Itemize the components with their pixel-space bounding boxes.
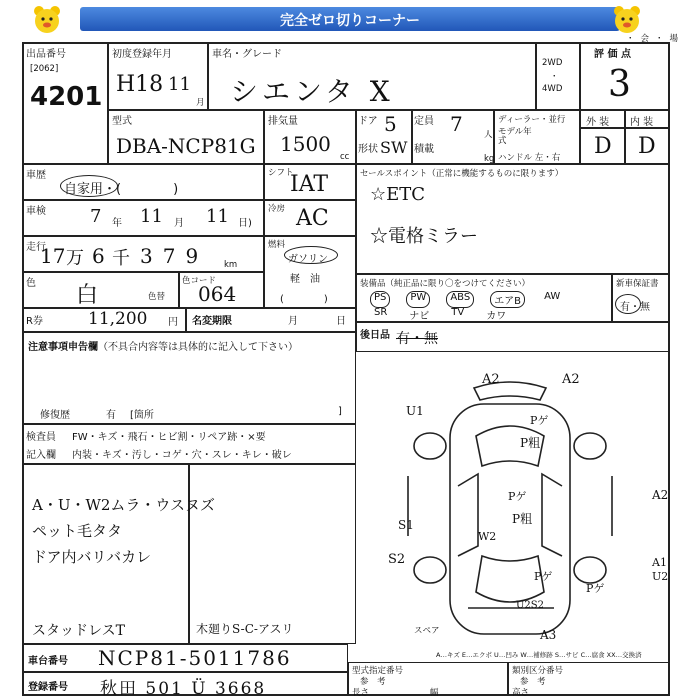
lot-label: 出品番号 bbox=[26, 49, 66, 60]
fuel-diesel: 軽 油 bbox=[290, 274, 320, 285]
equip-abs: ABS bbox=[446, 291, 474, 308]
displacement-label: 排気量 bbox=[268, 116, 298, 127]
car-type-label: 車歴 bbox=[26, 170, 46, 181]
mark-pge2: Pゲ bbox=[508, 490, 527, 503]
model-value: DBA-NCP81G bbox=[116, 134, 256, 158]
repair-label: 修復歴 bbox=[40, 410, 70, 421]
shift-value: IAT bbox=[290, 172, 329, 197]
mark-u2: U2 bbox=[652, 570, 669, 583]
dealer-label: ディーラー・並行 bbox=[498, 115, 566, 125]
drive-dot: ・ bbox=[550, 72, 559, 82]
notes-title: 注意事項申告欄 bbox=[28, 342, 98, 353]
aircon-value: AC bbox=[296, 206, 329, 231]
note-line-2: ペット毛タタ bbox=[32, 522, 123, 540]
registration-label: 登録番号 bbox=[28, 682, 68, 693]
warranty-label: 新車保証書 bbox=[616, 279, 659, 289]
inspector-row1: FW・キズ・飛石・ヒビ割・リペア跡・×要 bbox=[72, 432, 266, 443]
mileage-sen-unit: 千 bbox=[112, 248, 130, 269]
mark-u2s2: U2S2 bbox=[516, 600, 545, 611]
ext-label: 外 装 bbox=[586, 117, 610, 128]
notes-sub: （不具合内容等は具体的に記入して下さい） bbox=[98, 342, 298, 353]
note-line-3: ドア内バリバカレ bbox=[32, 548, 152, 566]
equip-pw: PW bbox=[406, 291, 430, 308]
dealer-handle: ハンドル 左・右 bbox=[498, 153, 561, 163]
equip-airbag: エアB bbox=[490, 291, 525, 308]
mark-s2: S2 bbox=[388, 552, 406, 567]
shift-label: シフト bbox=[268, 168, 294, 178]
color-code-label: 色コード bbox=[182, 276, 217, 286]
drive-2wd: 2WD bbox=[542, 58, 563, 68]
notes-label bbox=[28, 338, 298, 353]
inspection-month-unit: 月 bbox=[174, 218, 184, 229]
dealer-model-year: モデル年式 bbox=[498, 127, 532, 146]
equip-sr: SR bbox=[374, 307, 388, 318]
header-right-labels: ・会・場 bbox=[626, 34, 685, 44]
mark-spare: スペア bbox=[414, 626, 440, 636]
aircon-label: 冷房 bbox=[268, 204, 286, 214]
inspector-row2: 内装・キズ・汚し・コゲ・穴・スレ・キレ・破レ bbox=[72, 450, 292, 461]
color-paint-label: 色替 bbox=[148, 292, 166, 302]
equipment-row1 bbox=[370, 291, 563, 308]
ref2-label: 参 考 bbox=[520, 677, 546, 687]
sales-point-label: セールスポイント（正常に機能するものに限ります） bbox=[360, 169, 564, 179]
mark-pso2: P粗 bbox=[512, 512, 533, 526]
fuel-paren: ( ) bbox=[280, 294, 328, 305]
car-name-label: 車名・グレード bbox=[212, 49, 282, 60]
recycle-label: R券 bbox=[26, 316, 43, 327]
model-label: 型式 bbox=[112, 116, 132, 127]
color-divider bbox=[178, 272, 180, 308]
capacity-value: 7 bbox=[450, 112, 463, 136]
sales-point-line2: ☆電格ミラー bbox=[370, 226, 478, 247]
rear-item-label: 後日品 bbox=[360, 330, 390, 341]
inspection-month: 11 bbox=[140, 206, 163, 227]
name-expiry-month: 月 bbox=[288, 316, 298, 327]
displacement-unit: cc bbox=[340, 152, 350, 162]
mileage-man-unit: 万 bbox=[66, 248, 84, 269]
shape-label: 形状 bbox=[358, 144, 378, 155]
chassis-label: 車台番号 bbox=[28, 656, 68, 667]
first-reg-year: H18 bbox=[116, 72, 164, 97]
car-type-value: 自家用・( ) bbox=[64, 182, 179, 197]
car-type-circle bbox=[60, 175, 118, 197]
drive-4wd: 4WD bbox=[542, 84, 563, 94]
class-label: 類別区分番号 bbox=[512, 666, 564, 676]
color-value: 白 bbox=[76, 283, 99, 308]
lot-number: 4201 bbox=[30, 82, 103, 112]
bear-mascot-icon bbox=[32, 4, 62, 36]
recycle-unit: 円 bbox=[168, 317, 178, 328]
color-label: 色 bbox=[26, 278, 36, 289]
ext-int-divider bbox=[624, 110, 626, 164]
rear-item-value: 有・無 bbox=[396, 331, 438, 347]
displacement-value: 1500 bbox=[280, 132, 331, 156]
capacity-unit: 人 bbox=[484, 130, 493, 140]
sales-point-box bbox=[356, 164, 670, 274]
inspector-label2: 記入欄 bbox=[26, 450, 56, 461]
equipment-row2 bbox=[374, 307, 506, 322]
mark-pso1: P粗 bbox=[520, 436, 541, 450]
equip-leather: カワ bbox=[486, 311, 507, 322]
equip-aw: AW bbox=[544, 291, 561, 302]
door-value: 5 bbox=[384, 112, 397, 136]
note-right: 木廻りS-C-アスリ bbox=[196, 622, 294, 636]
mileage-rest: 379 bbox=[140, 244, 209, 268]
mileage-sen: 6 bbox=[92, 244, 105, 268]
first-reg-unit: 月 bbox=[196, 98, 205, 108]
free-notes-divider bbox=[188, 464, 190, 644]
load-unit: kg bbox=[484, 154, 495, 164]
fuel-label: 燃料 bbox=[268, 240, 286, 250]
mark-w2: W2 bbox=[478, 530, 497, 543]
equipment-label: 装備品（純正品に限り〇をつけてください） bbox=[360, 279, 531, 289]
note-line-4: スタッドレスT bbox=[32, 623, 125, 639]
chassis-value: NCP81-5011786 bbox=[98, 646, 292, 670]
fuel-gasoline: ガソリン bbox=[288, 254, 328, 265]
mark-pge4: Pゲ bbox=[586, 582, 605, 595]
car-name-value: シエンタ X bbox=[230, 75, 394, 108]
inspection-year: 7 bbox=[90, 206, 102, 227]
ref1-label: 参 考 bbox=[360, 677, 386, 687]
first-reg-label: 初度登録年月 bbox=[112, 49, 172, 60]
model-cert-label: 型式指定番号 bbox=[352, 666, 404, 676]
name-expiry-label: 名変期限 bbox=[192, 316, 232, 327]
int-label: 内 装 bbox=[630, 117, 654, 128]
inspection-day-unit: 日) bbox=[238, 218, 252, 229]
inspection-day: 11 bbox=[206, 206, 229, 227]
repair-close: ] bbox=[338, 406, 342, 417]
color-code: 064 bbox=[198, 282, 237, 306]
width-label: 幅 bbox=[430, 688, 439, 698]
registration-value: 秋田 501 Ü 3668 bbox=[100, 679, 267, 699]
warranty-circle bbox=[615, 294, 641, 314]
mileage-label: 走行 bbox=[26, 242, 46, 253]
mark-a2-right: A2 bbox=[562, 372, 580, 387]
score-label: 評 価 点 bbox=[594, 49, 631, 60]
sales-point-line1: ☆ETC bbox=[370, 184, 426, 205]
mileage-unit: km bbox=[224, 260, 238, 270]
load-label: 積載 bbox=[414, 144, 434, 155]
door-label: ドア bbox=[358, 116, 378, 127]
repair-value: 有 bbox=[106, 410, 116, 421]
ext-value: D bbox=[594, 134, 612, 159]
first-reg-month: 11 bbox=[168, 74, 191, 95]
recycle-value: 11,200 bbox=[88, 309, 148, 329]
capacity-label: 定員 bbox=[414, 116, 434, 127]
mark-a2-side: A2 bbox=[652, 488, 669, 502]
shape-value: SW bbox=[380, 138, 408, 157]
mark-u1: U1 bbox=[406, 404, 424, 418]
equip-ps: PS bbox=[370, 291, 390, 308]
equip-tv: TV bbox=[451, 307, 465, 318]
inspection-label: 車検 bbox=[26, 206, 46, 217]
mark-a1: A1 bbox=[652, 556, 667, 569]
name-expiry-day: 日 bbox=[336, 316, 346, 327]
legend: A…キズ E…エクボ U…凹み W…補修跡 S…サビ C…腐食 XX…交換済 bbox=[436, 651, 642, 659]
note-line-1: A・U・W2ムラ・ウスヌズ bbox=[32, 496, 215, 514]
header-title: 完全ゼロ切りコーナー bbox=[280, 13, 420, 29]
mark-pge1: Pゲ bbox=[530, 414, 549, 427]
equip-navi: ナビ bbox=[409, 311, 430, 322]
inspection-year-unit: 年 bbox=[112, 218, 122, 229]
int-value: D bbox=[638, 134, 656, 159]
mark-a2-left: A2 bbox=[482, 372, 500, 387]
length-label: 長さ bbox=[352, 688, 370, 698]
mark-pge3: Pゲ bbox=[534, 570, 553, 583]
mark-a3: A3 bbox=[540, 628, 557, 642]
fuel-gasoline-circle bbox=[284, 246, 338, 264]
repair-location: [箇所 bbox=[130, 410, 154, 421]
inspector-label1: 検査員 bbox=[26, 432, 56, 443]
mark-s1: S1 bbox=[398, 518, 414, 532]
lot-sub: [2062] bbox=[30, 64, 59, 74]
mileage-man: 17 bbox=[40, 244, 66, 268]
height-label: 高さ bbox=[512, 688, 530, 698]
header bbox=[0, 0, 700, 44]
score-value: 3 bbox=[608, 64, 631, 105]
warranty-value: 有・無 bbox=[620, 302, 650, 313]
